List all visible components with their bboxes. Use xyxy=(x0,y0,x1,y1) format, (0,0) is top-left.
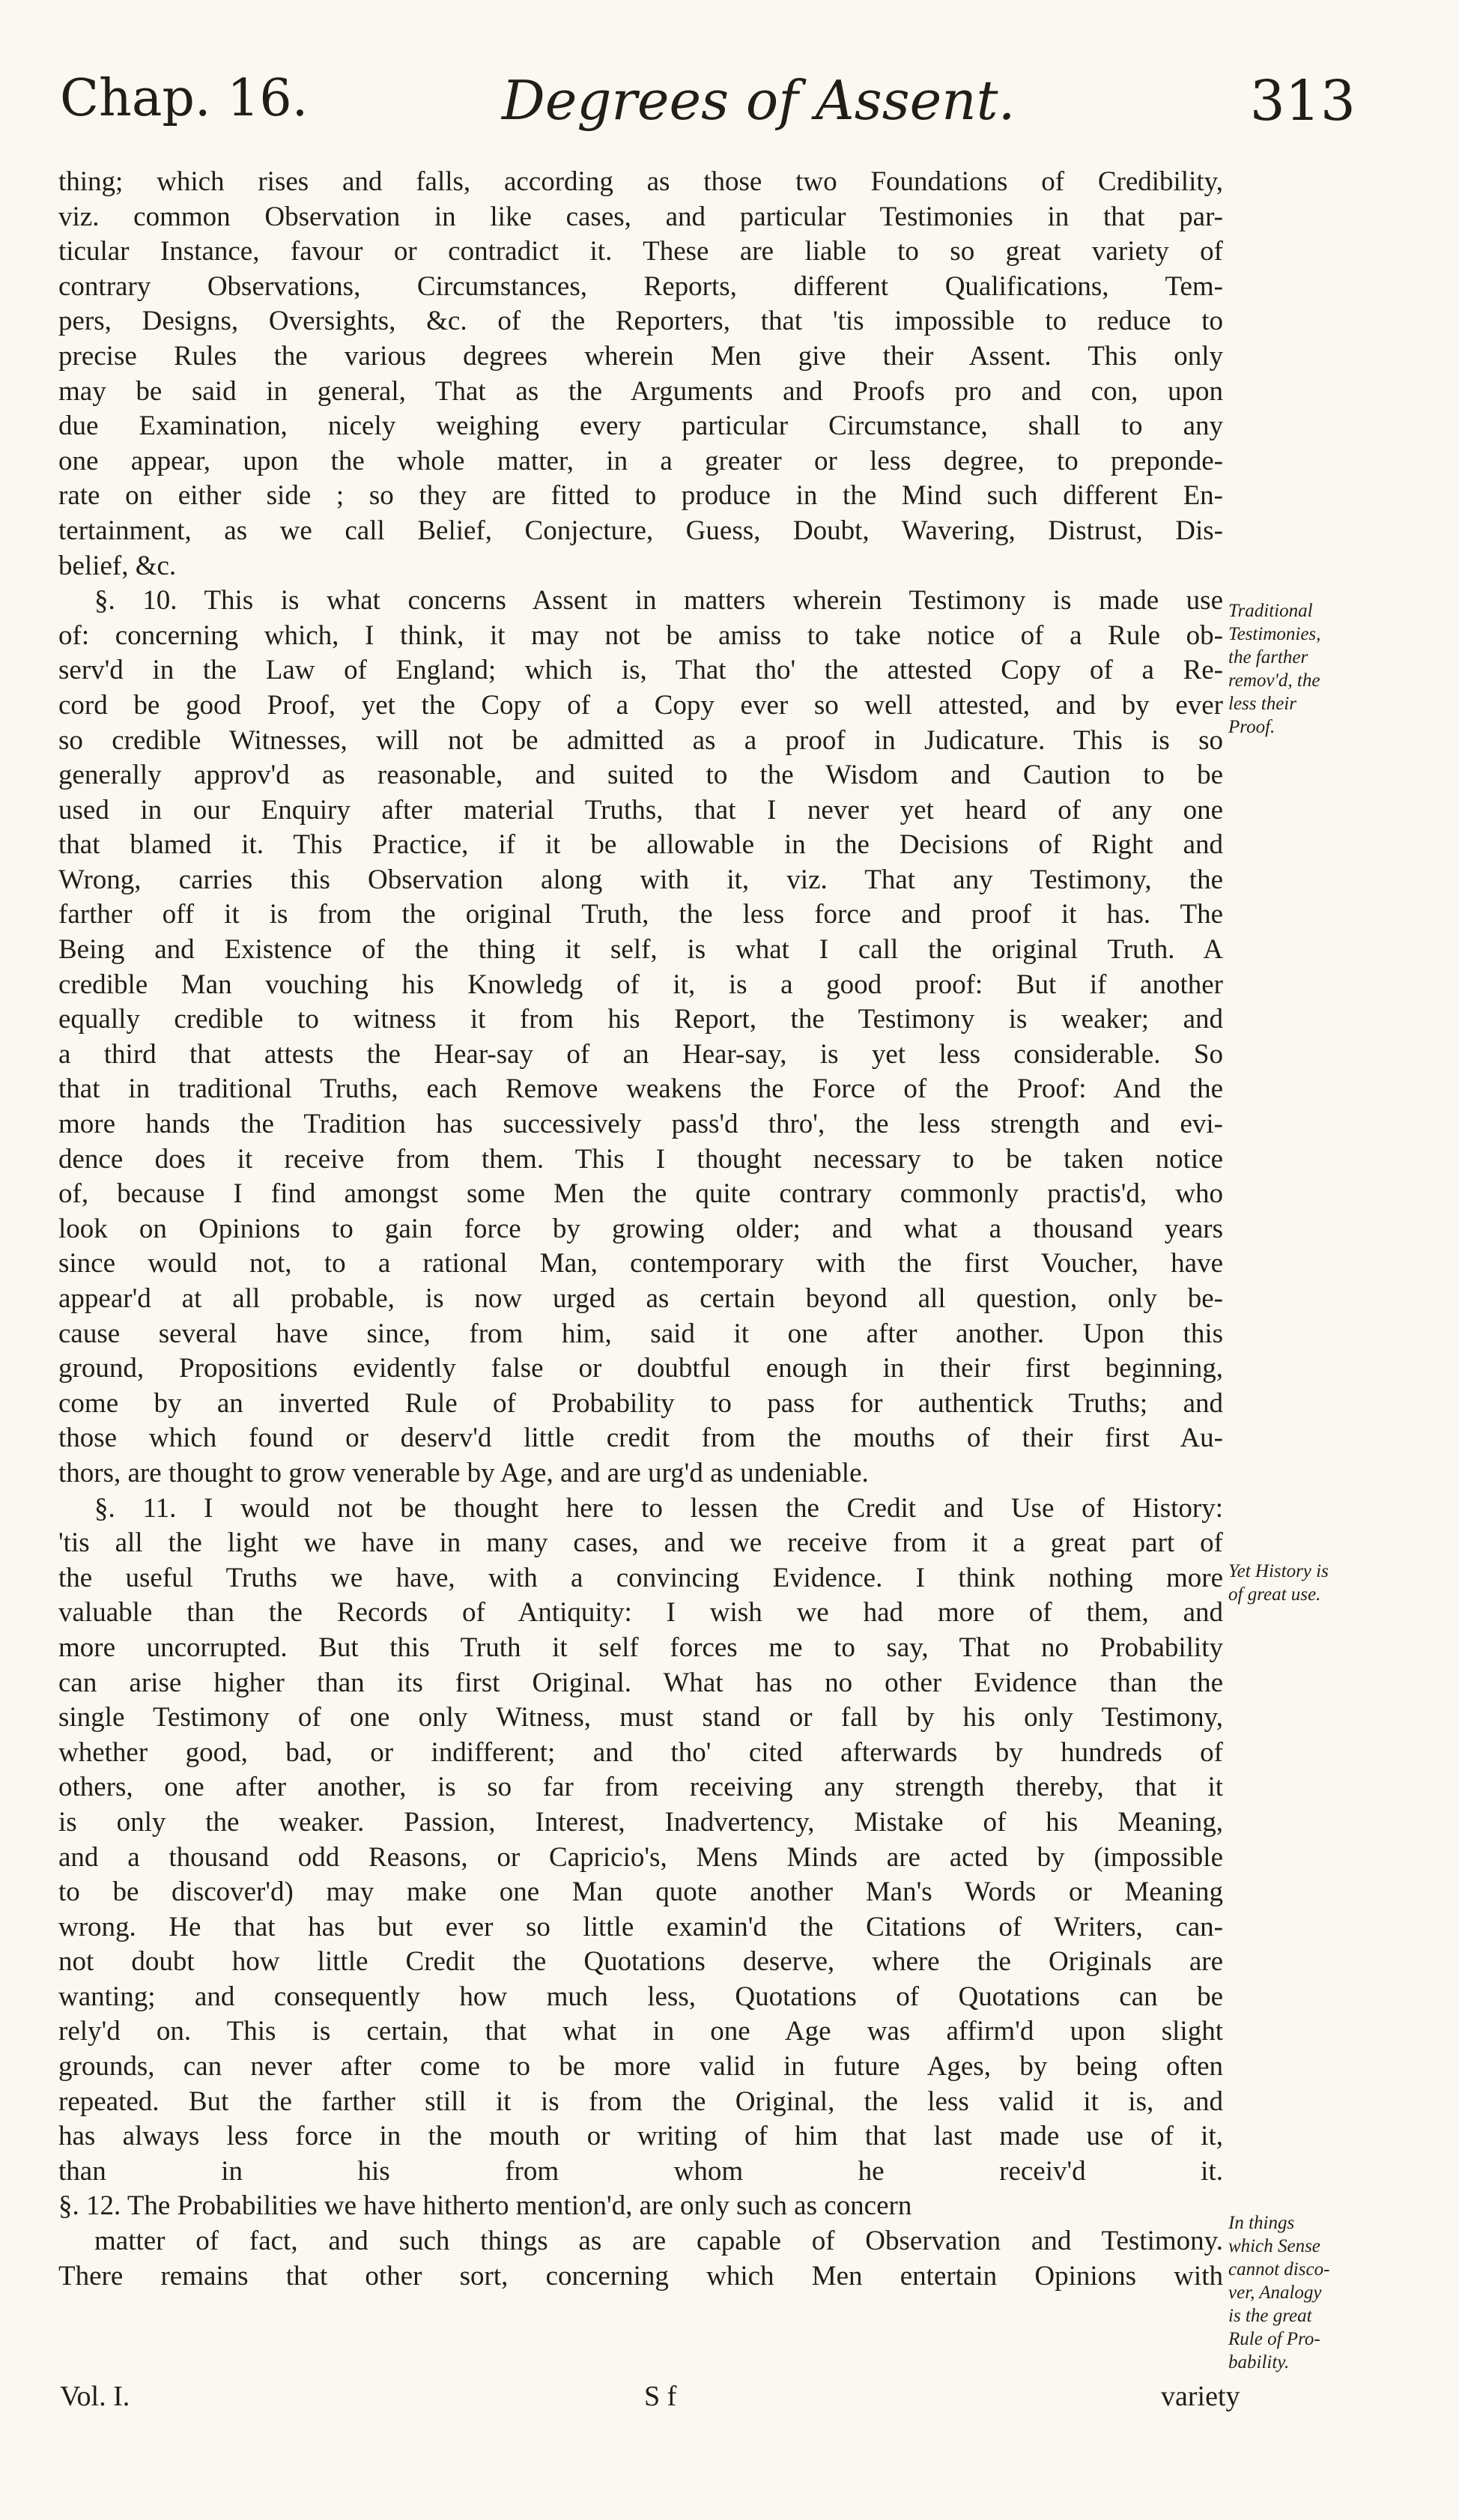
margin-note-line: Yet History is xyxy=(1228,1561,1329,1581)
margin-note-line: Testimonies, xyxy=(1228,624,1321,644)
text-line: thing; which rises and falls, according as those two Foundations of Credibility, xyxy=(58,166,1223,197)
running-header xyxy=(52,69,1356,144)
text-line: can arise higher than its first Original. What has no other Evidence than the xyxy=(58,1667,1223,1698)
text-line: cause several have since, from him, said it one after another. Upon this xyxy=(58,1318,1223,1349)
text-line: wrong. He that has but ever so little examin'd the Citations of Writers, can- xyxy=(58,1911,1223,1942)
text-line: repeated. But the farther still it is from the Original, the less valid it is, and xyxy=(58,2086,1223,2117)
body-text xyxy=(58,165,1223,2294)
margin-note-line: the farther xyxy=(1228,647,1308,667)
text-line: §. 11. I would not be thought here to lessen the Credit and Use of History: xyxy=(94,1492,1223,1524)
text-line: belief, &c. xyxy=(58,550,177,581)
margin-note-line: of great use. xyxy=(1228,1584,1321,1605)
margin-note-line: remov'd, the xyxy=(1228,670,1320,691)
margin-note-analogy xyxy=(1228,2211,1367,2374)
text-line: of, because I find amongst some Men the quite contrary commonly practis'd, who xyxy=(58,1178,1223,1210)
text-line: may be said in general, That as the Arguments and Proofs pro and con, upon xyxy=(58,375,1223,407)
text-line: due Examination, nicely weighing every particular Circumstance, shall to any xyxy=(58,411,1223,442)
text-line: §. 12. The Probabilities we have hitherto mention'd, are only such as concern xyxy=(58,2190,912,2222)
text-line: tertainment, as we call Belief, Conjecture, Guess, Doubt, Wavering, Distrust, Dis- xyxy=(58,515,1223,546)
text-line: wanting; and consequently how much less, Quotations of Quotations can be xyxy=(58,1981,1223,2012)
text-line: There remains that other sort, concerning which Men entertain Opinions with xyxy=(58,2260,1223,2292)
text-line: grounds, can never after come to be more valid in future Ages, by being often xyxy=(58,2051,1223,2083)
text-line: a third that attests the Hear-say of an Hear-say, is yet less considerable. So xyxy=(58,1038,1223,1070)
text-line: has always less force in the mouth or writing of him that last made use of it, xyxy=(58,2121,1223,2152)
text-line: ticular Instance, favour or contradict it. These are liable to so great variety of xyxy=(58,236,1223,267)
text-line: viz. common Observation in like cases, and particular Testimonies in that par- xyxy=(58,201,1223,232)
chapter-label: Chap. 16. xyxy=(60,69,309,128)
text-line: since would not, to a rational Man, contemporary with the first Voucher, have xyxy=(58,1248,1223,1279)
margin-note-traditional-testimonies xyxy=(1228,599,1367,739)
signature-mark: S f xyxy=(644,2381,677,2412)
page-number: 313 xyxy=(1249,69,1356,133)
catchword: variety xyxy=(1161,2381,1240,2412)
text-line: rely'd on. This is certain, that what in one Age was affirm'd upon slight xyxy=(58,2016,1223,2047)
text-line: whether good, bad, or indifferent; and tho' cited afterwards by hundreds of xyxy=(58,1736,1223,1768)
text-line: ground, Propositions evidently false or doubtful enough in their first beginning, xyxy=(58,1353,1223,1384)
text-line: pers, Designs, Oversights, &c. of the Reporters, that 'tis impossible to reduce to xyxy=(58,306,1223,337)
margin-note-line: which Sense xyxy=(1228,2236,1320,2256)
text-line: generally approv'd as reasonable, and suited to the Wisdom and Caution to be xyxy=(58,760,1223,791)
text-line: and a thousand odd Reasons, or Capricio's, Mens Minds are acted by (impossible xyxy=(58,1841,1223,1873)
running-title: Degrees of Assent. xyxy=(502,69,1016,132)
text-line: look on Opinions to gain force by growing older; and what a thousand years xyxy=(58,1213,1223,1244)
text-line: so credible Witnesses, will not be admitted as a proof in Judicature. This is so xyxy=(58,724,1223,756)
text-line: rate on either side ; so they are fitted to produce in the Mind such different En- xyxy=(58,480,1223,512)
text-line: others, one after another, is so far from receiving any strength thereby, that it xyxy=(58,1772,1223,1803)
text-line: farther off it is from the original Truth, the less force and proof it has. The xyxy=(58,899,1223,930)
text-line: those which found or deserv'd little credit from the mouths of their first Au- xyxy=(58,1423,1223,1454)
margin-note-line: less their xyxy=(1228,694,1296,714)
text-line: that blamed it. This Practice, if it be allowable in the Decisions of Right and xyxy=(58,829,1223,861)
margin-note-line: Traditional xyxy=(1228,601,1313,621)
text-line: appear'd at all probable, is now urged as certain beyond all question, only be- xyxy=(58,1283,1223,1314)
text-line: precise Rules the various degrees wherein Men give their Assent. This only xyxy=(58,340,1223,372)
text-line: thors, are thought to grow venerable by Age, and are urg'd as undeniable. xyxy=(58,1457,869,1488)
text-line: come by an inverted Rule of Probability to pass for authentick Truths; and xyxy=(58,1387,1223,1419)
margin-note-line: cannot disco- xyxy=(1228,2259,1330,2280)
text-line: equally credible to witness it from his Report, the Testimony is weaker; and xyxy=(58,1004,1223,1035)
text-line: valuable than the Records of Antiquity: I wish we had more of them, and xyxy=(58,1597,1223,1629)
text-line: more hands the Tradition has successively pass'd thro', the less strength and evi- xyxy=(58,1109,1223,1140)
margin-note-line: Proof. xyxy=(1228,717,1276,737)
text-line: one appear, upon the whole matter, in a greater or less degree, to preponde- xyxy=(58,445,1223,476)
margin-note-line: In things xyxy=(1228,2213,1295,2233)
margin-note-line: ver, Analogy xyxy=(1228,2283,1322,2303)
text-line: §. 10. This is what concerns Assent in matters wherein Testimony is made use xyxy=(94,585,1223,617)
text-line: contrary Observations, Circumstances, Reports, different Qualifications, Tem- xyxy=(58,270,1223,302)
text-line: credible Man vouching his Knowledg of it, is a good proof: But if another xyxy=(58,969,1223,1000)
margin-note-history xyxy=(1228,1560,1367,1606)
text-line: single Testimony of one only Witness, must stand or fall by his only Testimony, xyxy=(58,1702,1223,1733)
margin-note-line: bability. xyxy=(1228,2352,1290,2372)
text-line: that in traditional Truths, each Remove weakens the Force of the Proof: And the xyxy=(58,1073,1223,1105)
text-line: matter of fact, and such things as are capable of Observation and Testimony. xyxy=(94,2226,1223,2257)
text-line: Being and Existence of the thing it self, is what I call the original Truth. A xyxy=(58,934,1223,966)
text-line: the useful Truths we have, with a convincing Evidence. I think nothing more xyxy=(58,1562,1223,1593)
margin-note-line: Rule of Pro- xyxy=(1228,2329,1320,2349)
page-footer xyxy=(52,2380,1296,2425)
text-line: is only the weaker. Passion, Interest, Inadvertency, Mistake of his Meaning, xyxy=(58,1806,1223,1838)
text-line: than in his from whom he receiv'd it. xyxy=(58,2155,1223,2187)
text-line: cord be good Proof, yet the Copy of a Copy ever so well attested, and by ever xyxy=(58,689,1223,721)
text-line: 'tis all the light we have in many cases, and we receive from it a great part of xyxy=(58,1527,1223,1559)
margin-note-line: is the great xyxy=(1228,2306,1312,2326)
volume-label: Vol. I. xyxy=(60,2381,130,2412)
text-line: of: concerning which, I think, it may not be amiss to take notice of a Rule ob- xyxy=(58,620,1223,651)
text-line: used in our Enquiry after material Truths, that I never yet heard of any one xyxy=(58,794,1223,826)
text-line: serv'd in the Law of England; which is, That tho' the attested Copy of a Re- xyxy=(58,655,1223,686)
text-line: not doubt how little Credit the Quotations deserve, where the Originals are xyxy=(58,1946,1223,1978)
text-line: dence does it receive from them. This I thought necessary to be taken notice xyxy=(58,1143,1223,1175)
text-line: to be discover'd) may make one Man quote another Man's Words or Meaning xyxy=(58,1877,1223,1908)
text-line: Wrong, carries this Observation along with it, viz. That any Testimony, the xyxy=(58,864,1223,895)
text-line: more uncorrupted. But this Truth it self forces me to say, That no Probability xyxy=(58,1632,1223,1663)
